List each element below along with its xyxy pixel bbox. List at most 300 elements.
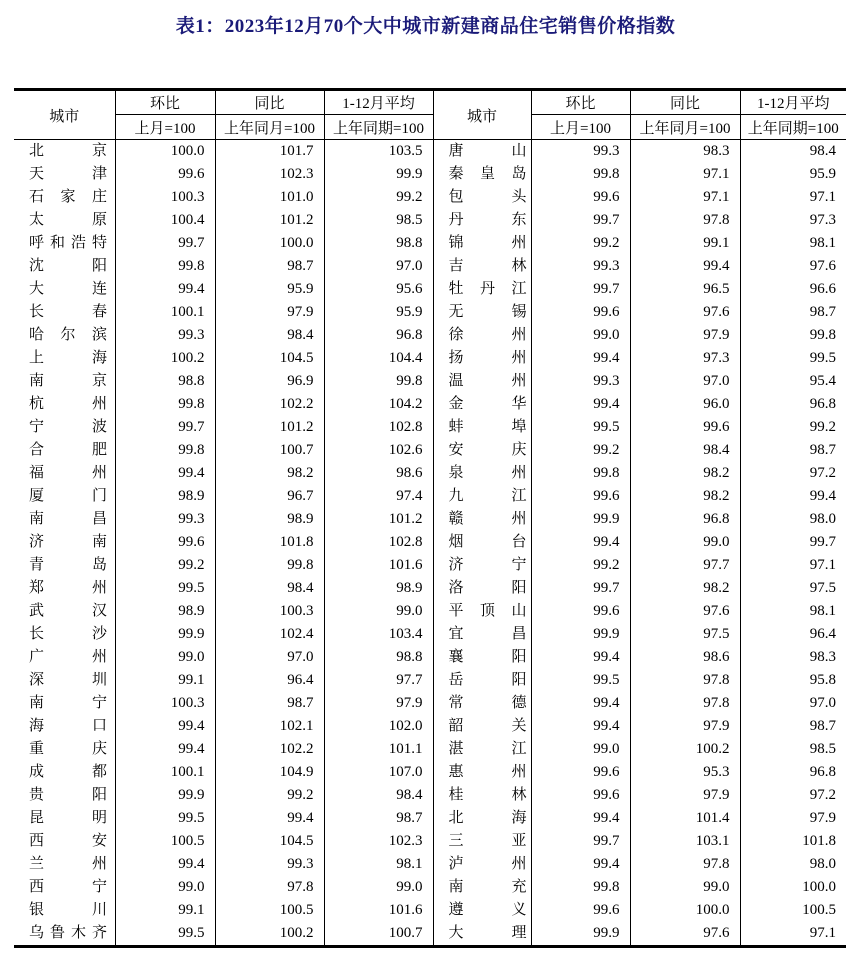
header-row-sub [14,115,846,140]
value-cell: 101.0 [215,186,324,209]
value-cell: 99.9 [531,508,630,531]
value-cell: 100.1 [115,761,215,784]
value-cell: 97.1 [740,554,846,577]
value-cell: 99.6 [531,899,630,922]
value-cell: 96.8 [740,393,846,416]
value-cell: 97.0 [740,692,846,715]
value-cell: 97.7 [324,669,433,692]
value-cell: 97.8 [630,209,740,232]
value-cell: 99.8 [324,370,433,393]
value-cell: 99.0 [630,876,740,899]
value-cell: 99.4 [531,347,630,370]
city-cell [14,370,115,393]
table-row [14,140,846,164]
value-cell: 99.6 [115,531,215,554]
value-cell: 98.1 [324,853,433,876]
city-cell [433,600,531,623]
city-name: 济宁 [448,557,527,573]
city-cell [433,577,531,600]
city-name: 桂林 [448,787,527,803]
value-cell: 101.6 [324,899,433,922]
value-cell: 97.1 [740,922,846,947]
value-cell: 101.7 [215,140,324,164]
value-cell: 95.3 [630,761,740,784]
value-cell: 98.6 [324,462,433,485]
table-row [14,669,846,692]
value-cell: 98.8 [324,646,433,669]
value-cell: 100.4 [115,209,215,232]
value-cell: 97.6 [630,301,740,324]
value-cell: 102.2 [215,393,324,416]
value-cell: 99.5 [531,416,630,439]
value-cell: 97.9 [215,301,324,324]
value-cell: 98.7 [324,807,433,830]
header-row-main [14,90,846,115]
value-cell: 98.8 [115,370,215,393]
value-cell: 98.4 [324,784,433,807]
city-name: 常德 [448,695,527,711]
city-cell [433,232,531,255]
value-cell: 100.1 [115,301,215,324]
value-cell: 99.0 [531,324,630,347]
value-cell: 97.9 [324,692,433,715]
table-row [14,554,846,577]
value-cell: 98.1 [740,600,846,623]
table-row [14,209,846,232]
value-cell: 96.7 [215,485,324,508]
city-cell [14,485,115,508]
value-cell: 99.0 [324,600,433,623]
value-cell: 99.5 [115,922,215,947]
value-cell: 102.1 [215,715,324,738]
value-cell: 100.3 [215,600,324,623]
city-cell [433,899,531,922]
value-cell: 97.8 [630,692,740,715]
city-cell [433,347,531,370]
city-name: 乌鲁木齐 [29,925,107,941]
value-cell: 98.4 [630,439,740,462]
value-cell: 99.8 [115,439,215,462]
table-row [14,692,846,715]
value-cell: 100.2 [215,922,324,947]
value-cell: 100.5 [740,899,846,922]
value-cell: 102.3 [324,830,433,853]
value-cell: 97.2 [740,784,846,807]
value-cell: 97.0 [215,646,324,669]
city-name: 天津 [29,166,107,182]
value-cell: 99.8 [531,876,630,899]
value-cell: 101.4 [630,807,740,830]
city-name: 岳阳 [448,672,527,688]
table-row [14,347,846,370]
table-row [14,646,846,669]
city-name: 昆明 [29,810,107,826]
city-name: 石家庄 [29,189,107,205]
value-cell: 99.1 [115,899,215,922]
table-row [14,761,846,784]
city-cell [14,531,115,554]
city-name: 成都 [29,764,107,780]
value-cell: 99.7 [531,830,630,853]
value-cell: 102.8 [324,531,433,554]
value-cell: 99.1 [630,232,740,255]
value-cell: 99.6 [531,301,630,324]
value-cell: 97.0 [324,255,433,278]
city-name: 安庆 [448,442,527,458]
city-name: 徐州 [448,327,527,343]
city-cell [433,278,531,301]
value-cell: 95.6 [324,278,433,301]
city-cell [433,853,531,876]
header-yoy-base-right: 上年同月=100 [630,115,740,140]
city-cell [14,899,115,922]
value-cell: 99.4 [115,738,215,761]
city-name: 长沙 [29,626,107,642]
city-name: 洛阳 [448,580,527,596]
table-row [14,807,846,830]
city-name: 扬州 [448,350,527,366]
value-cell: 104.9 [215,761,324,784]
value-cell: 97.3 [740,209,846,232]
value-cell: 101.1 [324,738,433,761]
city-cell [14,163,115,186]
table-header [14,90,846,140]
city-cell [433,531,531,554]
value-cell: 96.4 [740,623,846,646]
value-cell: 100.5 [215,899,324,922]
value-cell: 96.8 [630,508,740,531]
city-cell [14,278,115,301]
value-cell: 101.2 [324,508,433,531]
city-name: 宜昌 [448,626,527,642]
table-row [14,186,846,209]
value-cell: 99.3 [115,324,215,347]
value-cell: 99.5 [115,577,215,600]
city-name: 秦皇岛 [448,166,527,182]
city-cell [433,692,531,715]
value-cell: 100.5 [115,830,215,853]
city-name: 沈阳 [29,258,107,274]
value-cell: 99.6 [115,163,215,186]
value-cell: 98.5 [324,209,433,232]
value-cell: 98.4 [740,140,846,164]
city-cell [433,669,531,692]
value-cell: 99.4 [630,255,740,278]
value-cell: 98.9 [324,577,433,600]
city-cell [433,738,531,761]
value-cell: 99.9 [531,623,630,646]
value-cell: 96.8 [740,761,846,784]
city-cell [433,416,531,439]
table-row [14,508,846,531]
city-name: 无锡 [448,304,527,320]
value-cell: 99.8 [531,163,630,186]
value-cell: 99.8 [115,393,215,416]
city-cell [14,600,115,623]
value-cell: 99.4 [531,393,630,416]
city-name: 唐山 [448,143,527,159]
city-name: 太原 [29,212,107,228]
value-cell: 98.9 [215,508,324,531]
value-cell: 98.6 [630,646,740,669]
value-cell: 100.0 [630,899,740,922]
value-cell: 99.9 [531,922,630,947]
city-cell [433,301,531,324]
table-row [14,370,846,393]
value-cell: 98.2 [630,485,740,508]
header-avg-right: 1-12月平均 [740,90,846,115]
city-name: 惠州 [448,764,527,780]
value-cell: 100.0 [115,140,215,164]
city-cell [14,692,115,715]
value-cell: 98.7 [740,715,846,738]
city-name: 泉州 [448,465,527,481]
city-name: 金华 [448,396,527,412]
value-cell: 104.2 [324,393,433,416]
city-cell [433,439,531,462]
value-cell: 97.3 [630,347,740,370]
city-name: 北海 [448,810,527,826]
value-cell: 102.0 [324,715,433,738]
value-cell: 98.2 [630,577,740,600]
value-cell: 99.4 [740,485,846,508]
value-cell: 99.7 [115,232,215,255]
city-cell [14,324,115,347]
value-cell: 98.9 [115,600,215,623]
value-cell: 99.2 [115,554,215,577]
value-cell: 99.2 [215,784,324,807]
city-name: 牡丹江 [448,281,527,297]
value-cell: 103.5 [324,140,433,164]
city-name: 丹东 [448,212,527,228]
value-cell: 95.4 [740,370,846,393]
table-row [14,715,846,738]
value-cell: 101.6 [324,554,433,577]
city-cell [14,577,115,600]
city-cell [433,761,531,784]
city-cell [14,876,115,899]
value-cell: 99.7 [531,278,630,301]
table-row [14,876,846,899]
value-cell: 95.8 [740,669,846,692]
value-cell: 99.2 [531,232,630,255]
value-cell: 99.3 [531,370,630,393]
value-cell: 99.4 [531,692,630,715]
city-name: 合肥 [29,442,107,458]
value-cell: 97.5 [630,623,740,646]
value-cell: 97.4 [324,485,433,508]
value-cell: 97.9 [630,324,740,347]
value-cell: 99.8 [115,255,215,278]
value-cell: 102.4 [215,623,324,646]
table-row [14,600,846,623]
city-cell [14,784,115,807]
city-cell [433,784,531,807]
value-cell: 99.6 [531,485,630,508]
value-cell: 97.8 [630,853,740,876]
value-cell: 98.4 [215,324,324,347]
city-name: 杭州 [29,396,107,412]
value-cell: 97.1 [630,163,740,186]
value-cell: 99.4 [115,853,215,876]
value-cell: 100.7 [215,439,324,462]
value-cell: 99.3 [531,255,630,278]
city-name: 武汉 [29,603,107,619]
value-cell: 98.5 [740,738,846,761]
table-row [14,416,846,439]
value-cell: 100.3 [115,692,215,715]
value-cell: 99.1 [115,669,215,692]
value-cell: 99.4 [531,646,630,669]
city-cell [433,186,531,209]
city-cell [433,485,531,508]
value-cell: 97.6 [630,922,740,947]
value-cell: 99.3 [215,853,324,876]
city-name: 赣州 [448,511,527,527]
table-row [14,922,846,947]
value-cell: 100.0 [740,876,846,899]
table-row [14,393,846,416]
city-cell [14,439,115,462]
value-cell: 99.5 [740,347,846,370]
city-name: 平顶山 [448,603,527,619]
value-cell: 100.7 [324,922,433,947]
value-cell: 96.8 [324,324,433,347]
value-cell: 100.0 [215,232,324,255]
value-cell: 98.7 [740,301,846,324]
city-name: 大连 [29,281,107,297]
city-name: 烟台 [448,534,527,550]
value-cell: 98.3 [630,140,740,164]
city-cell [433,462,531,485]
city-cell [433,508,531,531]
value-cell: 98.2 [215,462,324,485]
value-cell: 96.5 [630,278,740,301]
city-name: 广州 [29,649,107,665]
header-mom-base-left: 上月=100 [115,115,215,140]
value-cell: 99.8 [740,324,846,347]
value-cell: 98.7 [215,255,324,278]
city-name: 重庆 [29,741,107,757]
city-name: 郑州 [29,580,107,596]
city-cell [433,807,531,830]
city-name: 锦州 [448,235,527,251]
value-cell: 99.4 [215,807,324,830]
city-cell [14,186,115,209]
table-row [14,324,846,347]
value-cell: 99.4 [115,462,215,485]
value-cell: 99.8 [215,554,324,577]
city-name: 包头 [448,189,527,205]
value-cell: 97.0 [630,370,740,393]
value-cell: 99.5 [115,807,215,830]
table-row [14,255,846,278]
value-cell: 99.9 [324,163,433,186]
value-cell: 102.3 [215,163,324,186]
city-name: 三亚 [448,833,527,849]
value-cell: 97.1 [630,186,740,209]
city-cell [433,554,531,577]
city-cell [14,738,115,761]
city-name: 南京 [29,373,107,389]
value-cell: 104.5 [215,347,324,370]
table-row [14,899,846,922]
city-cell [14,301,115,324]
value-cell: 104.4 [324,347,433,370]
value-cell: 99.4 [531,807,630,830]
value-cell: 96.9 [215,370,324,393]
value-cell: 100.2 [630,738,740,761]
value-cell: 96.4 [215,669,324,692]
value-cell: 107.0 [324,761,433,784]
value-cell: 97.8 [215,876,324,899]
value-cell: 99.2 [740,416,846,439]
city-cell [433,623,531,646]
table-row [14,462,846,485]
value-cell: 99.7 [531,209,630,232]
value-cell: 98.3 [740,646,846,669]
value-cell: 97.6 [630,600,740,623]
value-cell: 99.8 [531,462,630,485]
city-name: 遵义 [448,902,527,918]
value-cell: 99.2 [324,186,433,209]
table-row [14,485,846,508]
city-cell [433,922,531,947]
city-cell [14,140,115,164]
value-cell: 99.0 [115,646,215,669]
table-row [14,623,846,646]
city-cell [433,876,531,899]
city-name: 南宁 [29,695,107,711]
table-row [14,232,846,255]
city-name: 温州 [448,373,527,389]
value-cell: 99.6 [531,186,630,209]
city-cell [433,646,531,669]
city-cell [14,508,115,531]
city-name: 福州 [29,465,107,481]
city-name: 南昌 [29,511,107,527]
city-name: 吉林 [448,258,527,274]
city-cell [433,255,531,278]
value-cell: 101.2 [215,209,324,232]
header-yoy-base-left: 上年同月=100 [215,115,324,140]
table-row [14,830,846,853]
value-cell: 100.3 [115,186,215,209]
value-cell: 99.0 [531,738,630,761]
value-cell: 97.2 [740,462,846,485]
city-cell [14,646,115,669]
value-cell: 98.9 [115,485,215,508]
value-cell: 101.8 [215,531,324,554]
value-cell: 99.3 [115,508,215,531]
city-cell [14,232,115,255]
value-cell: 101.2 [215,416,324,439]
city-cell [433,393,531,416]
value-cell: 98.1 [740,232,846,255]
value-cell: 99.7 [115,416,215,439]
header-city-right: 城市 [433,90,531,140]
value-cell: 99.0 [630,531,740,554]
page-title: 表1：2023年12月70个大中城市新建商品住宅销售价格指数 [175,16,676,37]
value-cell: 102.2 [215,738,324,761]
city-name: 蚌埠 [448,419,527,435]
value-cell: 96.6 [740,278,846,301]
city-cell [433,715,531,738]
city-cell [14,830,115,853]
header-mom-right: 环比 [531,90,630,115]
city-name: 泸州 [448,856,527,872]
city-name: 哈尔滨 [29,327,107,343]
